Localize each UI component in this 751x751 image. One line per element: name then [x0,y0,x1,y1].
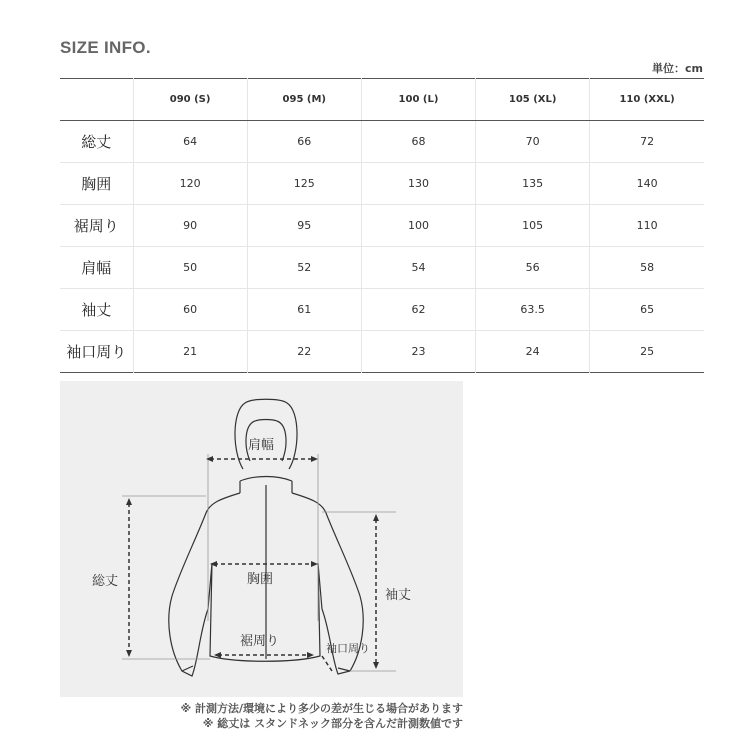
arrow-head [373,514,379,521]
arrow-head [210,561,217,567]
table-row [60,121,704,163]
table-row [60,289,704,331]
table-cell: 56 [476,247,590,289]
cuff-left [182,666,193,671]
hem-label: 裾周り [240,634,280,649]
column-header: 100 (L) [361,79,475,121]
table-row [60,163,704,205]
table-cell: 100 [361,205,475,247]
table-cell: 120 [133,163,247,205]
table-cell: 61 [247,289,361,331]
column-header: 110 (XXL) [590,79,704,121]
table-row [60,331,704,373]
table-row [60,247,704,289]
table-row [60,205,704,247]
table-header-row [60,79,704,121]
table-cell: 24 [476,331,590,373]
unit-label: 単位：cm [652,62,703,75]
row-label: 総丈 [60,121,133,163]
jacket-illustration [60,381,463,697]
table-cell: 21 [133,331,247,373]
arrow-head [206,456,213,462]
table-cell: 90 [133,205,247,247]
size-table [60,78,704,373]
total-length-label: 総丈 [92,574,119,589]
cuff-right [338,668,350,671]
column-header: 105 (XL) [476,79,590,121]
table-cell: 60 [133,289,247,331]
measurement-notes [60,701,463,731]
table-cell: 58 [590,247,704,289]
table-corner [60,79,133,121]
table-cell: 25 [590,331,704,373]
arrow-head [373,662,379,669]
table-cell: 64 [133,121,247,163]
column-header: 095 (M) [247,79,361,121]
arrow-head [126,650,132,657]
table-cell: 72 [590,121,704,163]
table-cell: 125 [247,163,361,205]
table-cell: 65 [590,289,704,331]
table-cell: 22 [247,331,361,373]
table-cell: 105 [476,205,590,247]
table-cell: 95 [247,205,361,247]
row-label: 裾周り [60,205,133,247]
row-label: 袖丈 [60,289,133,331]
table-cell: 66 [247,121,361,163]
table-cell: 62 [361,289,475,331]
table-cell: 63.5 [476,289,590,331]
table-cell: 130 [361,163,475,205]
cuff-label: 袖口周り [326,642,370,655]
arrow-head [311,561,318,567]
shoulder-label: 肩幅 [248,438,275,453]
row-label: 肩幅 [60,247,133,289]
table-cell: 135 [476,163,590,205]
note-line: ※ 計測方法/環境により多少の差が生じる場合があります [180,702,463,715]
section-title: SIZE INFO. [60,38,151,57]
row-label: 袖口周り [66,343,127,361]
column-header: 090 (S) [133,79,247,121]
cuff-measure-line [322,656,332,671]
table-cell: 23 [361,331,475,373]
table-cell: 68 [361,121,475,163]
arrow-head [126,498,132,505]
table-cell: 70 [476,121,590,163]
sleeve-length-label: 袖丈 [385,588,412,603]
table-cell: 50 [133,247,247,289]
chest-label: 胸囲 [247,572,274,587]
row-label: 胸囲 [60,163,133,205]
table-cell: 110 [590,205,704,247]
measurement-diagram [60,381,463,697]
table-cell: 54 [361,247,475,289]
table-cell: 52 [247,247,361,289]
arrow-head [311,456,318,462]
note-line: ※ 総丈は スタンドネック部分を含んだ計測数値です [202,717,463,730]
table-cell: 140 [590,163,704,205]
